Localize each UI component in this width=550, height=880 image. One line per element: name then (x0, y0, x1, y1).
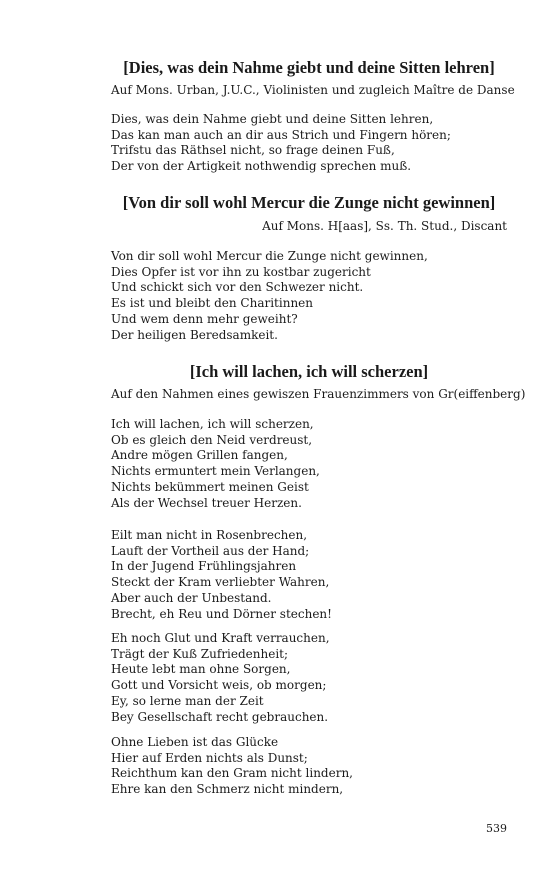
verse-line: Trägt der Kuß Zufriedenheit; (111, 646, 289, 661)
poem-2-title: [Von dir soll wohl Mercur die Zunge nicht gewinnen] (122, 193, 496, 212)
verse-line: Ob es gleich den Neid verdreust, (111, 432, 313, 447)
verse-line: Und wem denn mehr geweiht? (111, 311, 298, 326)
verse-line: Andre mögen Grillen fangen, (111, 448, 288, 463)
poem-3-stanza-4 (111, 735, 511, 798)
verse-line: Nichts ermuntert mein Verlangen, (111, 464, 320, 479)
page-number: 539 (486, 822, 507, 835)
verse-line: Bey Gesellschaft recht gebrauchen. (111, 709, 329, 724)
verse-line: Trifstu das Räthsel nicht, so frage deinen Fuß, (111, 143, 395, 158)
verse-line: Der heiligen Beredsamkeit. (111, 327, 278, 342)
verse-line: Eilt man nicht in Rosenbrechen, (111, 528, 308, 542)
verse-line: Heute lebt man ohne Sorgen, (111, 662, 291, 677)
verse-line: Ehre kan den Schmerz nicht mindern, (111, 782, 344, 797)
verse-line: Der von der Artigkeit nothwendig sprechen muß. (111, 159, 412, 174)
verse-line: Ich will lachen, ich will scherzen, (111, 417, 314, 431)
verse-line: Reichthum kan den Gram nicht lindern, (111, 766, 353, 781)
verse-line: Gott und Vorsicht weis, ob morgen; (111, 678, 327, 693)
verse-line: Es ist und bleibt den Charitinnen (111, 296, 314, 311)
verse-line: Dies Opfer ist vor ihn zu kostbar zugericht (111, 264, 371, 279)
poem-1-dedication: Auf Mons. Urban, J.U.C., Violinisten und zugleich Maître de Danse (111, 83, 515, 97)
poem-3-dedication: Auf den Nahmen eines gewiszen Frauenzimmers von Gr(eiffenberg) (111, 387, 526, 401)
verse-line: Von dir soll wohl Mercur die Zunge nicht gewinnen, (111, 249, 428, 263)
verse-line: In der Jugend Frühlingsjahren (111, 559, 297, 574)
verse-line: Als der Wechsel treuer Herzen. (111, 495, 302, 510)
verse-line: Hier auf Erden nichts als Dunst; (111, 750, 308, 765)
poem-3-stanza-3 (111, 631, 511, 725)
poem-3-title: [Ich will lachen, ich will scherzen] (189, 362, 429, 381)
poem-2-stanza-1 (111, 249, 511, 343)
verse-line: Das kan man auch an dir aus Strich und Fingern hören; (111, 127, 451, 142)
verse-line: Dies, was dein Nahme giebt und deine Sitten lehren, (111, 112, 434, 126)
poem-1-stanza-1 (111, 112, 511, 175)
verse-line: Und schickt sich vor den Schwezer nicht. (111, 280, 364, 295)
verse-line: Ey, so lerne man der Zeit (111, 693, 264, 708)
verse-line: Steckt der Kram verliebter Wahren, (111, 575, 330, 590)
poem-2-dedication: Auf Mons. H[aas], Ss. Th. Stud., Discant (262, 219, 507, 233)
verse-line: Nichts bekümmert meinen Geist (111, 479, 309, 494)
verse-line: Brecht, eh Reu und Dörner stechen! (111, 606, 332, 621)
verse-line: Eh noch Glut und Kraft verrauchen, (111, 631, 330, 645)
verse-line: Ohne Lieben ist das Glücke (111, 735, 279, 749)
verse-line: Aber auch der Unbestand. (111, 590, 272, 605)
poem-3-stanza-1 (111, 417, 511, 511)
poem-1-title: [Dies, was dein Nahme giebt und deine Sitten lehren] (123, 58, 495, 77)
poem-3-stanza-2 (111, 528, 511, 622)
verse-line: Lauft der Vortheil aus der Hand; (111, 543, 310, 558)
